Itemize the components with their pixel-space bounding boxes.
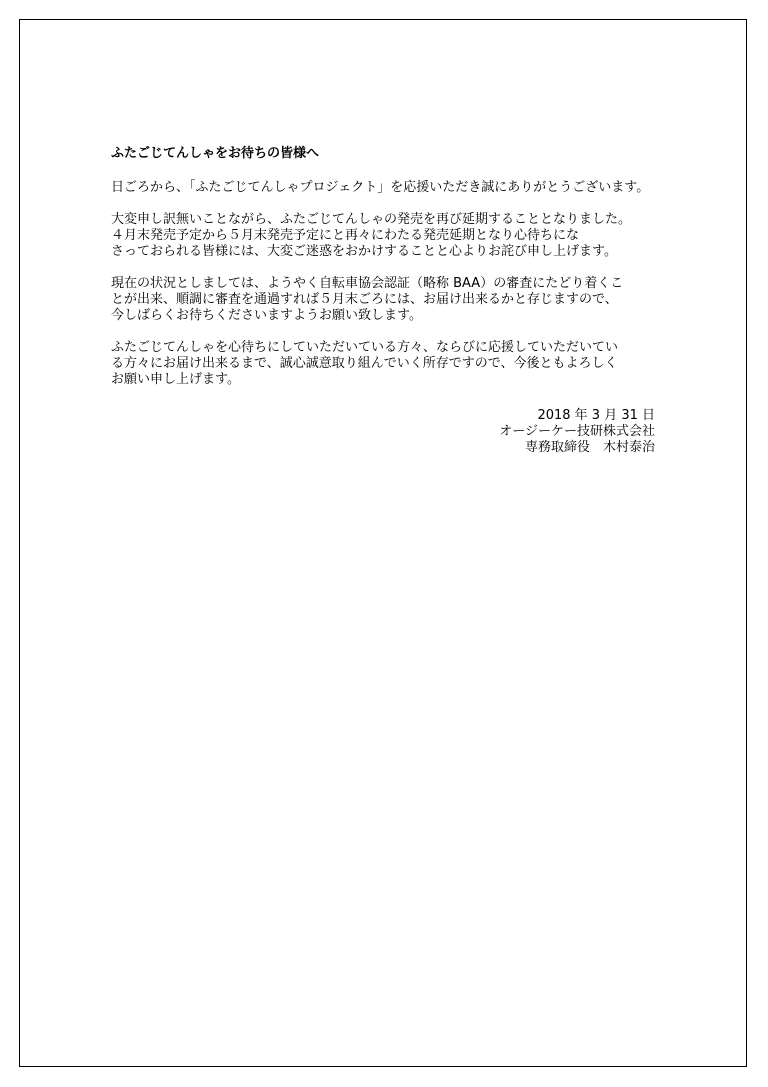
paragraph-thanks (111, 180, 671, 196)
paragraph-line: ４月末発売予定から５月末発売予定にと再々にわたる発売延期となり心待ちにな (111, 228, 580, 243)
signature-date: 2018 年 3 月 31 日 (537, 408, 655, 423)
paragraph-line: お願い申し上げます。 (111, 372, 240, 387)
paragraph-line: 今しばらくお待ちくださいますようお願い致します。 (111, 308, 422, 323)
paragraph-closing (111, 340, 671, 388)
letter-body (111, 144, 671, 404)
paragraph-status (111, 276, 671, 324)
paragraph-line: さっておられる皆様には、大変ご迷惑をおかけすることと心よりお詫び申し上げます。 (111, 244, 617, 259)
signature-signer: 専務取締役 木村泰治 (524, 440, 655, 455)
paragraph-line: とが出来、順調に審査を通過すれば５月末ごろには、お届け出来るかと存じますので、 (111, 292, 618, 307)
paragraph-line: る方々にお届け出来るまで、誠心誠意取り組んでいく所存ですので、今後ともよろしく (111, 356, 618, 371)
signature-company: オージーケー技研株式会社 (499, 424, 655, 439)
signature-block (499, 408, 655, 456)
letter-greeting: ふたごじてんしゃをお待ちの皆様へ (111, 146, 320, 161)
paragraph-line: 日ごろから、「ふたごじてんしゃプロジェクト」を応援いただき誠にありがとうございます。 (111, 180, 650, 195)
paragraph-line: ふたごじてんしゃを心待ちにしていただいている方々、ならびに応援していただいてい (111, 340, 619, 355)
paragraph-delay-notice (111, 212, 671, 260)
paragraph-line: 現在の状況としましては、ようやく自転車協会認証（略称 BAA）の審査にたどり着くこ (111, 276, 624, 291)
paragraph-line: 大変申し訳無いことながら、ふたごじてんしゃの発売を再び延期することとなりました。 (111, 212, 632, 227)
